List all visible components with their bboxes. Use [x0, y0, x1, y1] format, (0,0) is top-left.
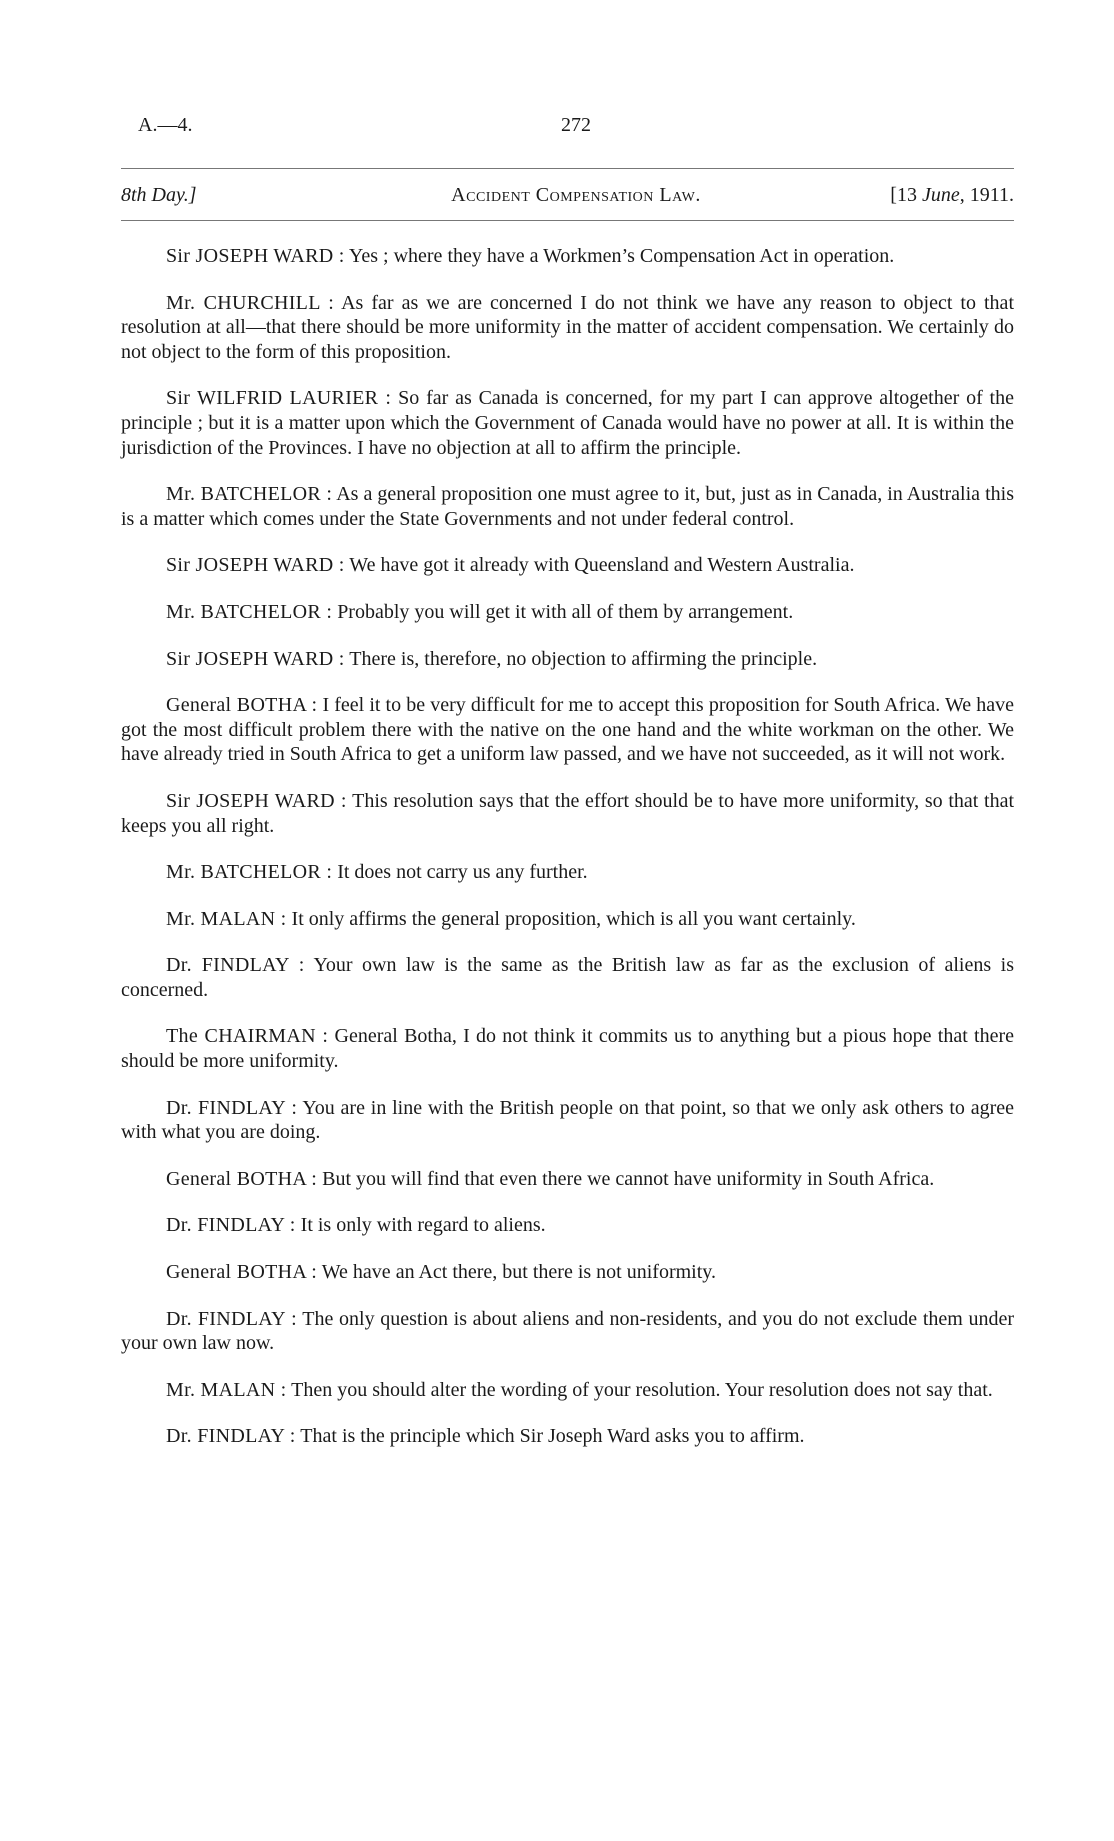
speech-paragraph	[121, 1096, 1014, 1145]
speech-paragraph	[121, 553, 1014, 578]
speaker-name: Sir JOSEPH WARD :	[166, 789, 347, 812]
transcript-body	[121, 244, 1014, 1471]
speech-paragraph	[121, 907, 1014, 932]
date-day: [13	[890, 184, 922, 206]
speech-paragraph	[121, 600, 1014, 625]
speech-text: As a general proposition one must agree to it, but, just as in Canada, in Australia this is a matter which comes under the State Governments and not under federal control.	[121, 483, 1014, 530]
speech-text: There is, therefore, no objection to affirming the principle.	[349, 647, 818, 670]
speech-text: That is the principle which Sir Joseph Ward asks you to affirm.	[300, 1425, 805, 1448]
speech-paragraph	[121, 1213, 1014, 1238]
speaker-name: Mr. BATCHELOR :	[166, 861, 333, 884]
speech-paragraph	[121, 482, 1014, 531]
speech-paragraph	[121, 244, 1014, 269]
speech-text: As far as we are concerned I do not think we have any reason to object to that resolution at all—that there should be more uniformity in the matter of accident compensation. We certainly do not object to the form of this proposition.	[121, 291, 1014, 363]
speech-paragraph	[121, 693, 1014, 767]
speech-paragraph	[121, 1024, 1014, 1073]
speech-paragraph	[121, 1424, 1014, 1449]
speech-text: Yes ; where they have a Workmen’s Compensation Act in operation.	[348, 245, 895, 267]
speech-text: This resolution says that the effort should be to have more uniformity, so that that keeps you all right.	[121, 789, 1015, 837]
speaker-name: Mr. BATCHELOR :	[166, 483, 333, 506]
speaker-name: General BOTHA :	[166, 1167, 318, 1190]
speech-text: It does not carry us any further.	[337, 861, 588, 884]
speaker-name: Sir JOSEPH WARD :	[166, 647, 345, 670]
section-title: Accident Compensation Law.	[451, 184, 701, 206]
speech-text: You are in line with the British people on that point, so that we only ask others to agree with what you are doing.	[121, 1096, 1014, 1144]
speaker-name: Sir JOSEPH WARD :	[166, 245, 345, 267]
speaker-name: Mr. MALAN :	[166, 1378, 287, 1401]
header-rule	[121, 220, 1014, 221]
speaker-name: Sir WILFRID LAURIER :	[166, 387, 392, 410]
speech-text: I feel it to be very difficult for me to accept this proposition for South Africa. We have got the most difficult problem there with the native on the one hand and the white workman on the other. We have already tried in South Africa to get a uniform law passed, and we have not succeeded, as it will not work.	[121, 694, 1014, 766]
speaker-name: Dr. FINDLAY :	[166, 1425, 296, 1448]
speech-paragraph	[121, 386, 1014, 460]
speaker-name: Mr. CHURCHILL :	[166, 291, 335, 314]
speech-text: So far as Canada is concerned, for my part I can approve altogether of the principle ; but it is a matter upon which the Government of Canada would have no power at all. It is within the jurisdiction of the Provinces. I have no objection at all to affirm the principle.	[121, 387, 1014, 459]
speech-paragraph	[121, 1167, 1014, 1192]
speech-paragraph	[121, 1260, 1014, 1285]
document-reference: A.—4.	[138, 114, 193, 136]
speech-text: Then you should alter the wording of your resolution. Your resolution does not say that.	[291, 1378, 993, 1401]
date-label	[890, 184, 1014, 207]
speech-text: The only question is about aliens and non-residents, and you do not exclude them under your own law now.	[121, 1307, 1015, 1355]
speaker-name: The CHAIRMAN :	[166, 1025, 329, 1048]
speech-text: We have an Act there, but there is not uniformity.	[321, 1261, 716, 1284]
speaker-name: Dr. FINDLAY :	[166, 954, 305, 977]
speech-text: It is only with regard to aliens.	[300, 1214, 546, 1237]
speaker-name: Mr. MALAN :	[166, 907, 287, 930]
speech-paragraph	[121, 860, 1014, 885]
speech-text: Probably you will get it with all of them by arrangement.	[337, 600, 794, 623]
speech-text: But you will find that even there we cannot have uniformity in South Africa.	[322, 1167, 935, 1190]
speaker-name: General BOTHA :	[166, 1261, 318, 1284]
speaker-name: Dr. FINDLAY :	[166, 1214, 296, 1237]
speech-paragraph	[121, 1378, 1014, 1403]
date-month: June	[921, 184, 960, 206]
speech-paragraph	[121, 789, 1014, 838]
date-year: , 1911.	[959, 184, 1014, 206]
speech-text: Your own law is the same as the British law as far as the exclusion of aliens is concerned.	[121, 954, 1014, 1001]
speech-text: General Botha, I do not think it commits us to anything but a pious hope that there should be more uniformity.	[121, 1025, 1014, 1073]
day-label: 8th Day.]	[121, 184, 197, 206]
speech-text: It only affirms the general proposition, which is all you want certainly.	[291, 907, 856, 930]
speech-paragraph	[121, 1307, 1014, 1356]
speech-paragraph	[121, 291, 1014, 365]
speech-paragraph	[121, 647, 1014, 672]
page-number: 272	[561, 114, 591, 136]
speaker-name: Dr. FINDLAY :	[166, 1307, 297, 1330]
speaker-name: Dr. FINDLAY :	[166, 1096, 298, 1119]
page-top	[138, 114, 1014, 144]
speaker-name: Mr. BATCHELOR :	[166, 600, 333, 623]
speaker-name: Sir JOSEPH WARD :	[166, 554, 345, 577]
speech-paragraph	[121, 953, 1014, 1002]
top-rule	[121, 168, 1014, 169]
speech-text: We have got it already with Queensland and Western Australia.	[349, 554, 855, 577]
speaker-name: General BOTHA :	[166, 694, 318, 717]
